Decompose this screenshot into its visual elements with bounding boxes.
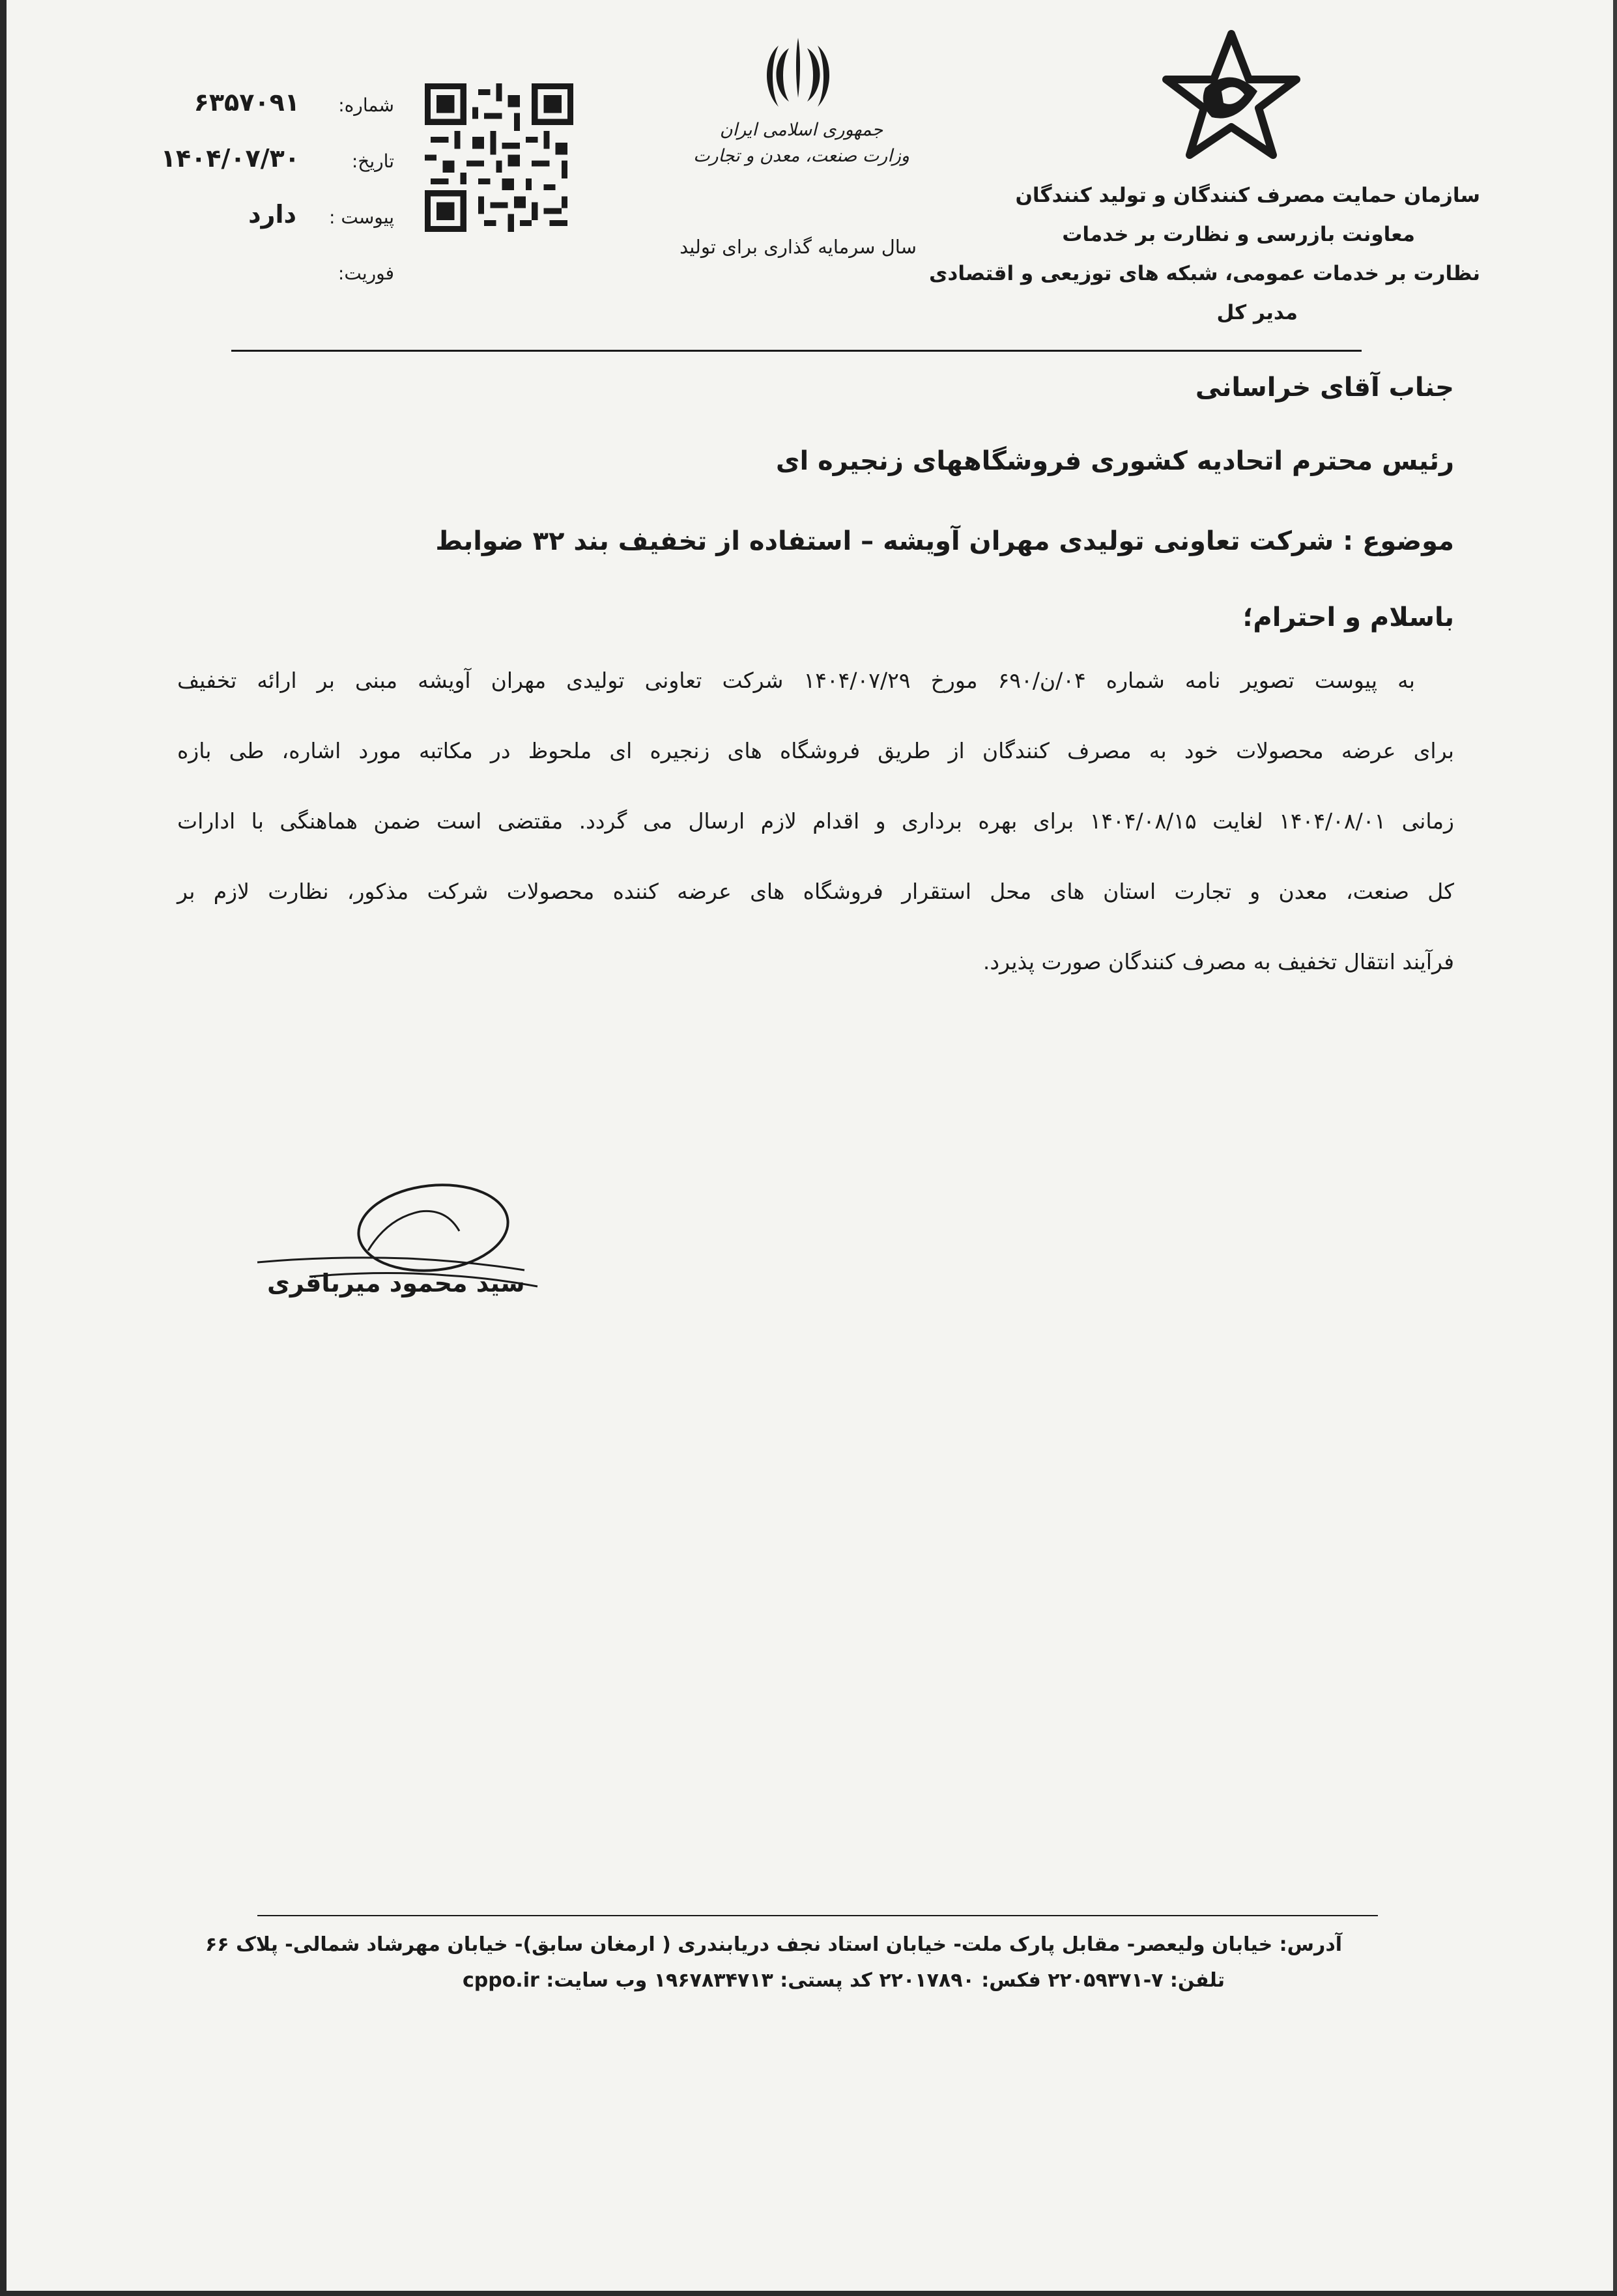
gov-republic: جمهوری اسلامی ایران xyxy=(719,120,883,140)
meta-date-row xyxy=(147,144,394,200)
gov-ministry: وزارت صنعت، معدن و تجارت xyxy=(693,146,909,166)
org-name: سازمان حمایت مصرف کنندگان و تولید کنندگان xyxy=(1015,184,1480,207)
org-position: مدیر کل xyxy=(1216,301,1298,324)
meta-number-label: شماره: xyxy=(338,94,394,116)
recipient-name: جناب آقای خراسانی xyxy=(1195,373,1454,403)
meta-number-value: ۶۳۵۷۰۹۱ xyxy=(193,88,300,117)
body-line-4: کل صنعت، معدن و تجارت استان های محل استقرار فروشگاه های عرضه کننده محصولات شرکت مذکور، نظارت لازم بر xyxy=(177,879,1454,904)
star-logo-icon xyxy=(1160,26,1303,163)
letter-subject: موضوع : شرکت تعاونی تولیدی مهران آویشه – استفاده از تخفیف بند ۳۲ ضوابط xyxy=(435,526,1454,556)
signer-name: سید محمود میرباقری xyxy=(267,1269,525,1297)
meta-urgency-row xyxy=(147,256,394,312)
footer-address: آدرس: خیابان ولیعصر- مقابل پارک ملت- خیابان استاد نجف دریابندری ( ارمغان سابق)- خیابان مهرشاد شمالی- پلاک ۶۶ xyxy=(205,1933,1342,1956)
recipient-title: رئیس محترم اتحادیه کشوری فروشگاههای زنجیره ای xyxy=(775,446,1454,476)
footer-divider xyxy=(257,1915,1378,1916)
scan-edge-right xyxy=(1613,0,1617,2296)
org-header xyxy=(929,176,1480,332)
letter-meta xyxy=(147,88,394,312)
body-line-2: برای عرضه محصولات خود به مصرف کنندگان از طریق فروشگاه های زنجیره ای ملحوظ در مکاتبه مورد اشاره، طی بازه xyxy=(177,738,1454,763)
year-motto: سال سرمایه گذاری برای تولید xyxy=(680,236,917,258)
meta-number-row xyxy=(147,88,394,144)
iran-emblem-icon xyxy=(759,33,837,111)
meta-attachment-label: پیوست : xyxy=(329,206,394,228)
meta-date-value: ۱۴۰۴/۰۷/۳۰ xyxy=(160,144,300,173)
letter-greeting: باسلام و احترام؛ xyxy=(1242,602,1454,632)
meta-attachment-value: دارد xyxy=(248,200,296,229)
meta-urgency-label: فوریت: xyxy=(337,262,394,284)
meta-date-label: تاریخ: xyxy=(351,150,394,172)
body-line-5: فرآیند انتقال تخفیف به مصرف کنندگان صورت پذیرد. xyxy=(982,949,1454,974)
org-deputy: معاونت بازرسی و نظارت بر خدمات xyxy=(1062,223,1415,246)
org-department: نظارت بر خدمات عمومی، شبکه های توزیعی و اقتصادی xyxy=(929,262,1480,285)
footer-contact: تلفن: ۷-۲۲۰۵۹۳۷۱ فکس: ۲۲۰۱۷۸۹۰ کد پستی: ۱۹۶۷۸۳۴۷۱۳ وب سایت: cppo.ir xyxy=(462,1969,1225,1992)
header-divider xyxy=(231,350,1362,352)
footer-address-block xyxy=(205,1933,1342,2005)
scan-edge-left xyxy=(0,0,7,2296)
gov-title xyxy=(665,117,938,169)
scan-edge-bottom xyxy=(0,2291,1617,2296)
body-line-1: به پیوست تصویر نامه شماره ۰۴/ن/۶۹۰ مورخ ۱۴۰۴/۰۷/۲۹ شرکت تعاونی تولیدی مهران آویشه مبنی بر ارائه تخفیف xyxy=(177,668,1415,693)
qr-code-icon xyxy=(425,83,573,232)
body-line-3: زمانی ۱۴۰۴/۰۸/۰۱ لغایت ۱۴۰۴/۰۸/۱۵ برای بهره برداری و اقدام لازم ارسال می گردد. مقتضی است ضمن هماهنگی با ادارات xyxy=(177,808,1454,834)
meta-attachment-row xyxy=(147,200,394,256)
